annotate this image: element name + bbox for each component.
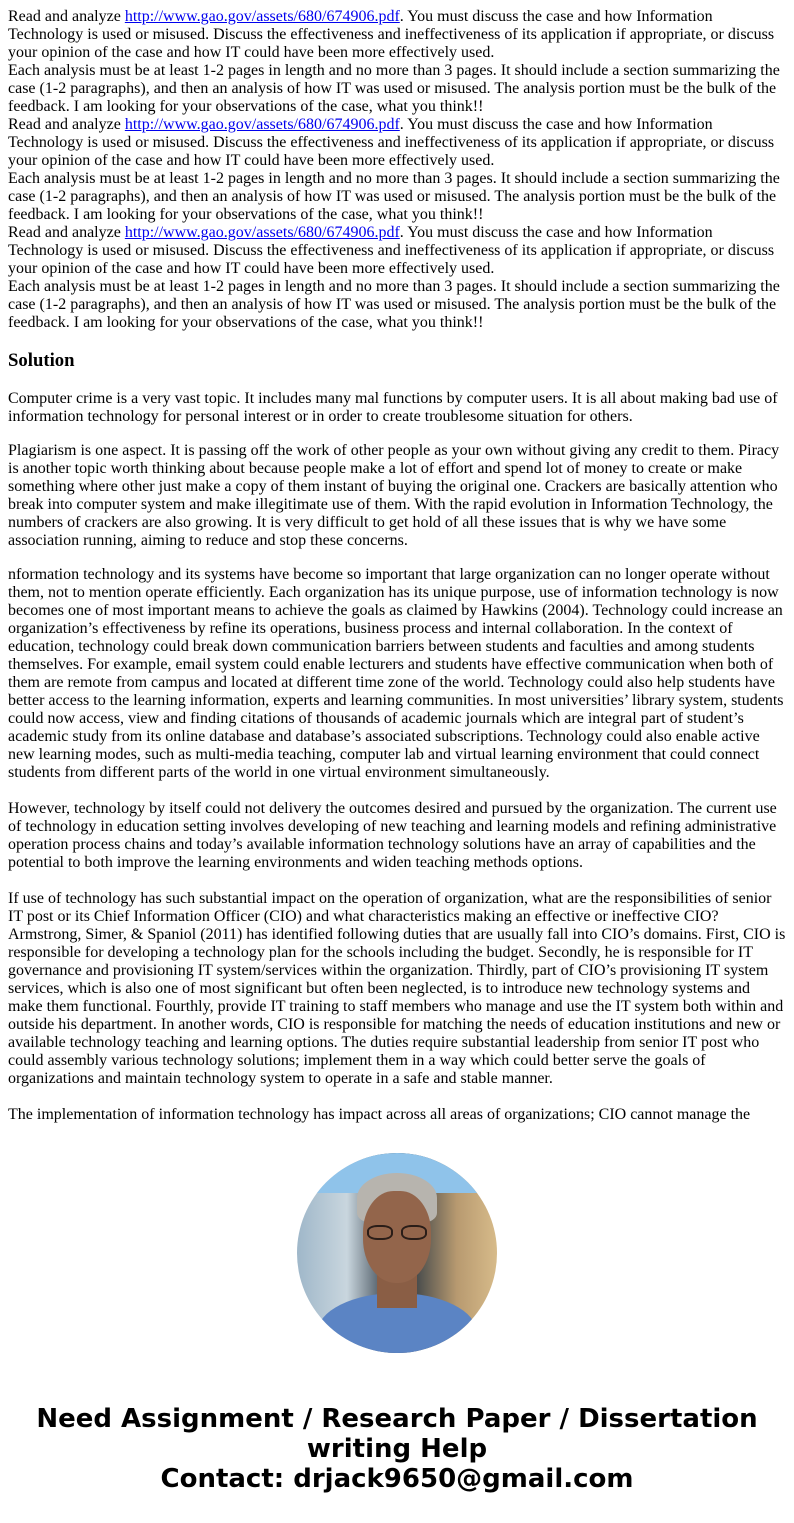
solution-paragraph: Computer crime is a very vast topic. It includes many mal functions by computer users. It is all about making bad use of information technology for personal interest or in order to create troublesome situation for others. xyxy=(8,390,778,425)
document-body xyxy=(8,0,786,1124)
contact-banner xyxy=(0,1404,794,1494)
glasses-icon xyxy=(365,1225,429,1241)
solution-heading: Solution xyxy=(8,350,75,371)
gao-report-link[interactable]: http://www.gao.gov/assets/680/674906.pdf xyxy=(124,8,400,25)
solution-body: nformation technology and its systems have become so important that large organization can no longer operate without them, not to mention operate efficiently. Each organization has its unique purpose, use of information technology is now becomes one of most important means to achieve the goals as claimed by Hawkins (2004). Technology could increase an organization’s effectiveness by refine its operations, business process and internal collaboration. In the context of education, technology could break down communication barriers between students and faculties and among students themselves. For example, email system could enable lecturers and students have effective communication when both of them are remote from campus and located at different time zone of the world. Technology could also help students have better access to the learning information, experts and learning communities. In most universities’ library system, students could now access, view and finding citations of thousands of academic journals which are integral part of student’s academic study from its online database and database’s associated subscriptions. Technology could also enable active new learning modes, such as multi-media teaching, computer lab and virtual learning environment that could connect students from different parts of the world in one virtual environment simultaneously. However, technology by itself could not delivery the outcomes desired and pursued by the organization. The current use of technology in education setting involves developing of new teaching and learning models and refining administrative operation process chains and today’s available information technology solutions have an array of capabilities and the potential to both improve the learning environments and widen teaching methods options. If use of technology has such substantial impact on the operation of organization, what are the responsibilities of senior IT post or its Chief Information Officer (CIO) and what characteristics making an effective or ineffective CIO? Armstrong, Simer, & Spaniol (2011) has identified following duties that are usually fall into CIO’s domains. First, CIO is responsible for developing a technology plan for the schools including the budget. Secondly, he is responsible for IT governance and provisioning IT system/services within the organization. Thirdly, part of CIO’s provisioning IT system services, which is also one of most significant but often been neglected, is to introduce new technology systems and make them functional. Fourthly, provide IT training to staff members who manage and use the IT system both within and outside his department. In another words, CIO is responsible for matching the needs of education institutions and new or available technology teaching and learning options. The duties require substantial leadership from senior IT post who could assembly various technology solutions; implement them in a way which could better serve the goals of organizations and maintain technology system to operate in a safe and stable manner. The implementation of information technology has impact across all areas of organizations; CIO cannot manage the xyxy=(8,566,786,1123)
gao-report-link[interactable]: http://www.gao.gov/assets/680/674906.pdf xyxy=(124,224,400,241)
gao-report-link[interactable]: http://www.gao.gov/assets/680/674906.pdf xyxy=(124,116,400,133)
author-avatar xyxy=(297,1153,497,1353)
question-block xyxy=(8,8,786,332)
question-read-paragraph: Read and analyze http://www.gao.gov/assets/680/674906.pdf. You must discuss the case and how Information Technology is used or misused. Discuss the effectiveness and ineffectiveness of its application if appropriate, or discuss your opinion of the case and how IT could have been more effectively used. xyxy=(8,116,775,169)
solution-paragraph: Plagiarism is one aspect. It is passing off the work of other people as your own without giving any credit to them. Piracy is another topic worth thinking about because people make a lot of effort and spend lot of money to create or make something where other just make a copy of them instant of buying the original one. Crackers are basically attention who break into computer system and make illegitimate use of them. With the rapid evolution in Information Technology, the numbers of crackers are also growing. It is very difficult to get hold of all these issues that is why we have some association running, aiming to reduce and stop these concerns. xyxy=(8,442,780,549)
question-each-paragraph: Each analysis must be at least 1-2 pages in length and no more than 3 pages. It should include a section summarizing the case (1-2 paragraphs), and then an analysis of how IT was used or misused. The analysis portion must be the bulk of the feedback. I am looking for your observations of the case, what you think!! xyxy=(8,278,780,331)
question-each-paragraph: Each analysis must be at least 1-2 pages in length and no more than 3 pages. It should include a section summarizing the case (1-2 paragraphs), and then an analysis of how IT was used or misused. The analysis portion must be the bulk of the feedback. I am looking for your observations of the case, what you think!! xyxy=(8,62,780,115)
question-read-paragraph: Read and analyze http://www.gao.gov/assets/680/674906.pdf. You must discuss the case and how Information Technology is used or misused. Discuss the effectiveness and ineffectiveness of its application if appropriate, or discuss your opinion of the case and how IT could have been more effectively used. xyxy=(8,224,775,277)
help-headline: Need Assignment / Research Paper / Dissertation writing Help xyxy=(36,1404,758,1464)
question-each-paragraph: Each analysis must be at least 1-2 pages in length and no more than 3 pages. It should include a section summarizing the case (1-2 paragraphs), and then an analysis of how IT was used or misused. The analysis portion must be the bulk of the feedback. I am looking for your observations of the case, what you think!! xyxy=(8,170,780,223)
question-read-paragraph: Read and analyze http://www.gao.gov/assets/680/674906.pdf. You must discuss the case and how Information Technology is used or misused. Discuss the effectiveness and ineffectiveness of its application if appropriate, or discuss your opinion of the case and how IT could have been more effectively used. xyxy=(8,8,775,61)
contact-email: Contact: drjack9650@gmail.com xyxy=(160,1464,634,1494)
